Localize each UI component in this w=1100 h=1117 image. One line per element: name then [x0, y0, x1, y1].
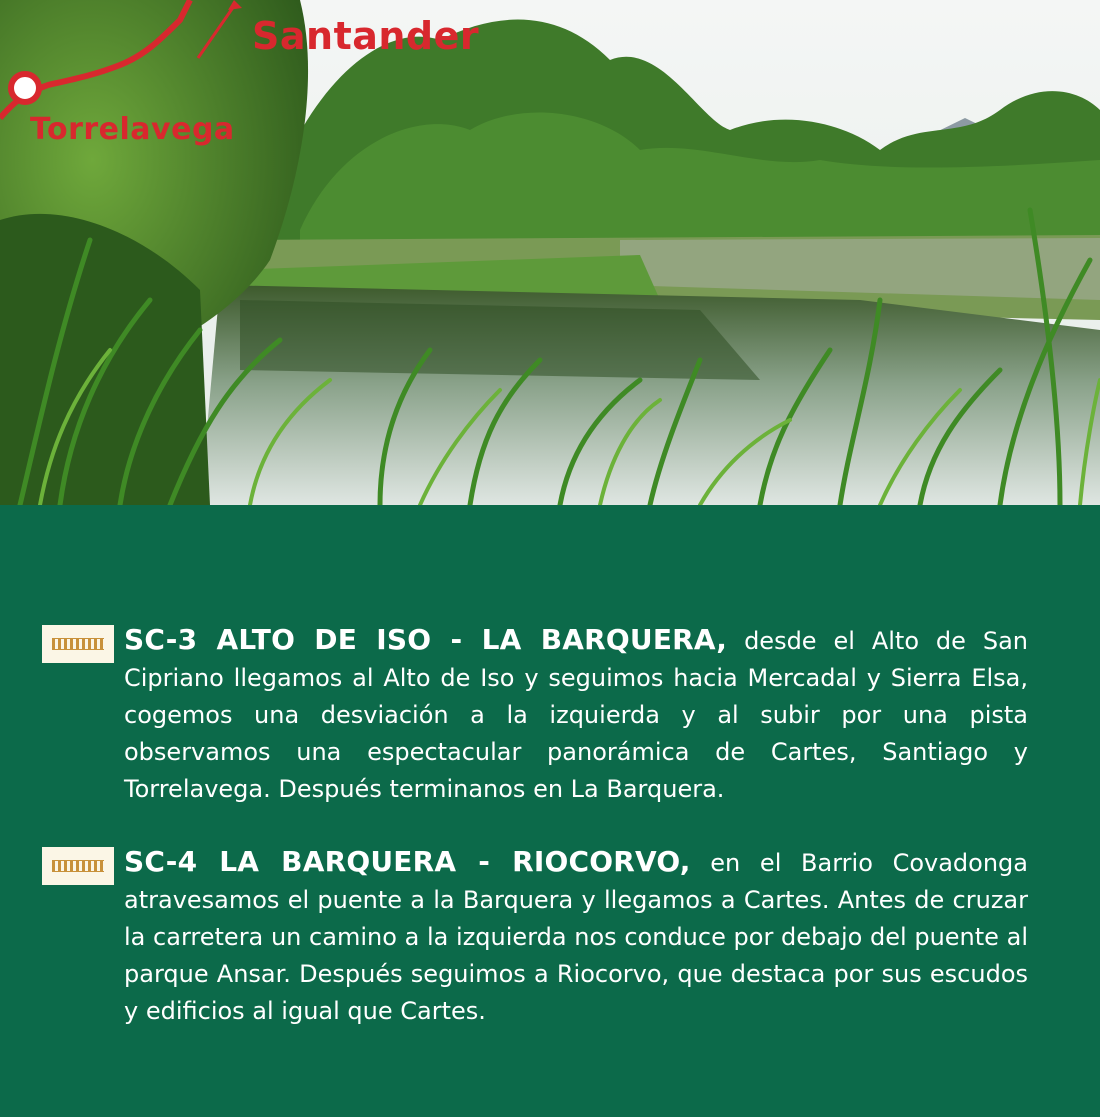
route-body: en el Barrio Covadonga atravesamos el puente a la Barquera y llegamos a Cartes. Antes de cruzar la carretera un camino a la izquierda nos conduce por debajo del puente al parque Ansar. Después seguimos a Riocorvo, que destaca por sus escudos y edificios al igual que Cartes. — [124, 849, 1028, 1025]
route-description-panel — [0, 505, 1100, 1117]
route-body: desde el Alto de San Cipriano llegamos al Alto de Iso y seguimos hacia Mercadal y Sierra Elsa, cogemos una desviación a la izquierda y al subir por una pista observamos una espectacular panorámica de Cartes, Santiago y Torrelavega. Después terminanos en La Barquera. — [124, 627, 1028, 803]
route-sign-icon — [42, 625, 114, 663]
route-title: SC-4 LA BARQUERA - RIOCORVO, — [124, 845, 691, 878]
route-description — [124, 843, 1028, 1030]
map-label-torrelavega: Torrelavega — [30, 112, 235, 147]
route-title: SC-3 ALTO DE ISO - LA BARQUERA, — [124, 623, 728, 656]
wetland-landscape-image — [0, 0, 1100, 505]
map-label-santander: Santander — [252, 14, 480, 58]
route-description — [124, 621, 1028, 808]
wetland-photo — [0, 0, 1100, 505]
route-sign-icon — [42, 847, 114, 885]
